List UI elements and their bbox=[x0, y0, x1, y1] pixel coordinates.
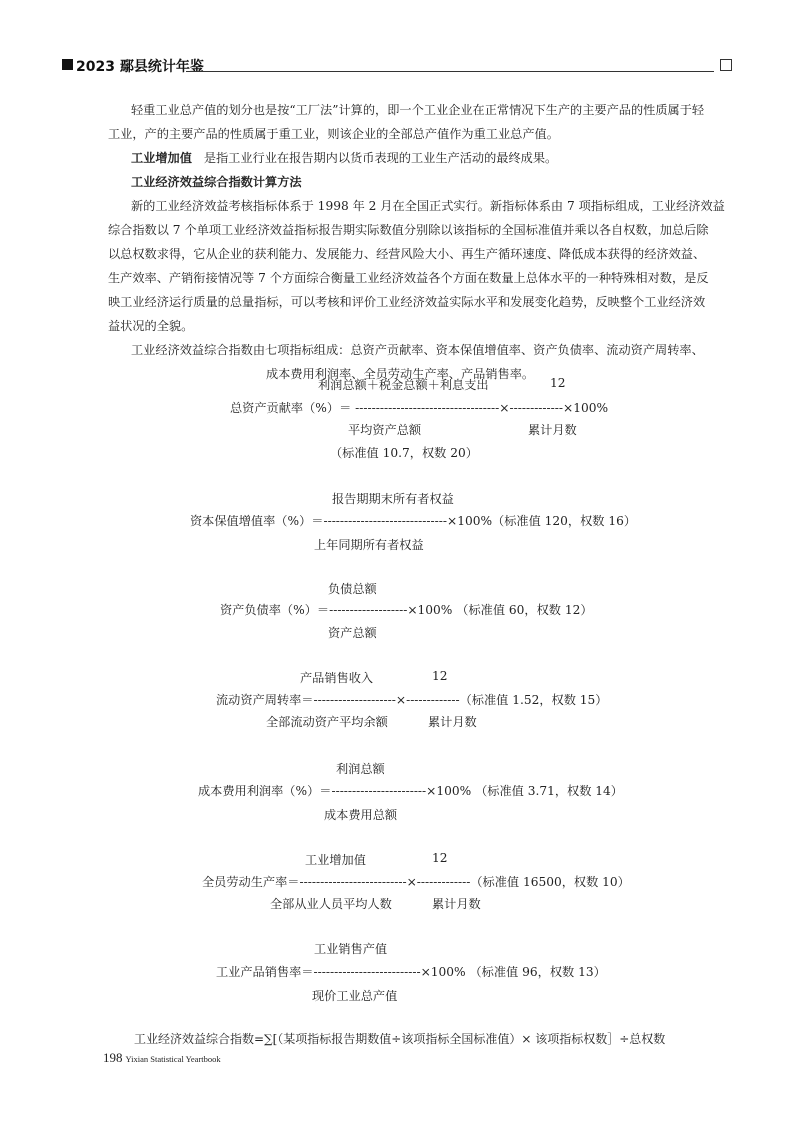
f6-formula: 全员劳动生产率＝--------------------------×-------------（标准值 16500，权数 10） bbox=[202, 875, 630, 889]
f4-numerator: 产品销售收入 bbox=[300, 671, 374, 685]
term-def: 是指工业行业在报告期内以货币表现的工业生产活动的最终成果。 bbox=[203, 151, 558, 165]
f4-twelve: 12 bbox=[432, 669, 448, 683]
f7-numerator: 工业销售产值 bbox=[314, 942, 388, 956]
para2-line: 以总权数求得，它从企业的获利能力、发展能力、经营风险大小、再生产循环速度、降低成本获得的经济效益、 bbox=[108, 247, 706, 261]
f1-standard: （标准值 10.7，权数 20） bbox=[330, 446, 478, 460]
para2-line: 生产效率、产销衔接情况等 7 个方面综合衡量工业经济效益各个方面在数量上总体水平的一种特殊相对数，是反 bbox=[108, 271, 709, 285]
para2-line: 综合指数以 7 个单项工业经济效益指标报告期实际数值分别除以该指标的全国标准值并乘以各自权数，加总后除 bbox=[108, 223, 709, 237]
f2-numerator: 报告期期末所有者权益 bbox=[332, 492, 454, 506]
term-label: 工业增加值 bbox=[131, 151, 192, 165]
f3-numerator: 负债总额 bbox=[328, 582, 377, 596]
f1-formula: 总资产贡献率（%）＝ -----------------------------------×-------------×100% bbox=[230, 401, 609, 415]
header-box-icon bbox=[720, 59, 732, 71]
section-title: 工业经济效益综合指数计算方法 bbox=[131, 175, 302, 189]
para2-line: 益状况的全貌。 bbox=[108, 319, 194, 333]
composite-formula: 工业经济效益综合指数=∑[（某项指标报告期数值÷该项指标全国标准值）× 该项指标权数］÷总权数 bbox=[134, 1032, 666, 1046]
f5-numerator: 利润总额 bbox=[336, 762, 385, 776]
f3-denominator: 资产总额 bbox=[328, 626, 377, 640]
yearbook-english-title: Yixian Statistical Yeartbook bbox=[125, 1054, 221, 1064]
header-rule bbox=[186, 71, 714, 72]
page-number: 198 bbox=[103, 1050, 123, 1065]
f4-formula: 流动资产周转率＝--------------------×-------------（标准值 1.52，权数 15） bbox=[216, 693, 608, 707]
term-definition bbox=[131, 146, 557, 170]
f1-twelve: 12 bbox=[550, 376, 566, 390]
para1-line2: 工业，产的主要产品的性质属于重工业，则该企业的全部总产值作为重工业总产值。 bbox=[108, 127, 559, 141]
f1-months: 累计月数 bbox=[528, 423, 577, 437]
f7-formula: 工业产品销售率＝--------------------------×100% （标准值 96，权数 13） bbox=[216, 965, 606, 979]
f5-formula: 成本费用利润率（%）＝-----------------------×100% （标准值 3.71，权数 14） bbox=[198, 784, 623, 798]
f7-denominator: 现价工业总产值 bbox=[312, 989, 398, 1003]
para2-line: 映工业经济运行质量的总量指标，可以考核和评价工业经济效益实际水平和发展变化趋势，反映整个工业经济效 bbox=[108, 295, 706, 309]
f1-numerator: 利润总额＋税金总额＋利息支出 bbox=[318, 378, 489, 392]
f5-denominator: 成本费用总额 bbox=[324, 808, 398, 822]
f1-denominator: 平均资产总额 bbox=[348, 423, 422, 437]
f6-twelve: 12 bbox=[432, 851, 448, 865]
para3-line2: 成本费用利润率、全员劳动生产率、产品销售率。 bbox=[266, 367, 535, 381]
header-title: 2023 鄢县统计年鉴 bbox=[76, 59, 204, 75]
f2-denominator: 上年同期所有者权益 bbox=[314, 538, 424, 552]
running-header bbox=[62, 56, 732, 74]
header-square-icon bbox=[62, 59, 73, 70]
f2-formula: 资本保值增值率（%）＝------------------------------×100%（标准值 120，权数 16） bbox=[190, 514, 637, 528]
para2-line: 新的工业经济效益考核指标体系于 1998 年 2 月在全国正式实行。新指标体系由 7 项指标组成，工业经济效益 bbox=[131, 199, 725, 213]
para3-line1: 工业经济效益综合指数由七项指标组成：总资产贡献率、资本保值增值率、资产负债率、流动资产周转率、 bbox=[131, 343, 704, 357]
f3-formula: 资产负债率（%）＝-------------------×100% （标准值 60，权数 12） bbox=[220, 603, 593, 617]
f4-denominator: 全部流动资产平均余额 bbox=[266, 715, 388, 729]
page-footer bbox=[103, 1047, 221, 1066]
f4-months: 累计月数 bbox=[428, 715, 477, 729]
para1-line1: 轻重工业总产值的划分也是按“工厂法”计算的，即一个工业企业在正常情况下生产的主要产品的性质属于轻 bbox=[131, 103, 705, 117]
f6-denominator: 全部从业人员平均人数 bbox=[270, 897, 392, 911]
f6-numerator: 工业增加值 bbox=[305, 853, 366, 867]
f6-months: 累计月数 bbox=[432, 897, 481, 911]
